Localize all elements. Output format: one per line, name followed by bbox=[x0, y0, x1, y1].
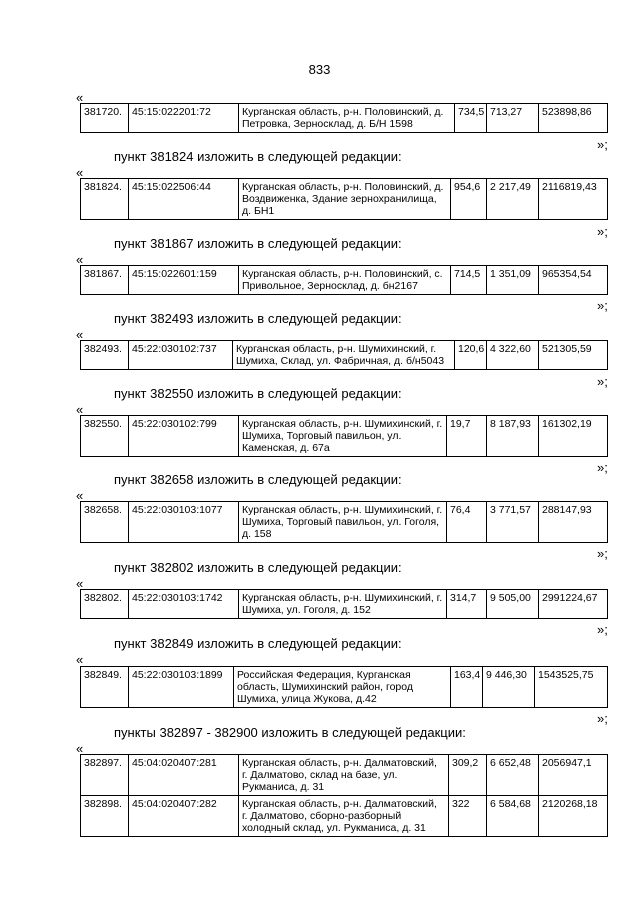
area: 714,5 bbox=[451, 266, 487, 295]
open-quote: « bbox=[76, 402, 84, 417]
instruction-text: пункт 381824 изложить в следующей редакции: bbox=[114, 149, 402, 164]
rate: 9 505,00 bbox=[487, 590, 539, 619]
address: Курганская область, р-н. Шумихинский, г. Шумиха, Склад, ул. Фабричная, д. б/н5043 bbox=[233, 341, 455, 370]
close-quote: »; bbox=[597, 460, 608, 475]
cadastral-value: 161302,19 bbox=[539, 416, 608, 457]
table-row bbox=[81, 796, 608, 837]
address: Курганская область, р-н. Половинский, д. Петровка, Зерносклад, д. Б/Н 1598 bbox=[239, 104, 455, 133]
address: Курганская область, р-н. Половинский, с. Привольное, Зерносклад, д. бн2167 bbox=[239, 266, 451, 295]
cadastral-number: 45:22:030103:1742 bbox=[129, 590, 239, 619]
instruction-text: пункт 382658 изложить в следующей редакции: bbox=[114, 472, 402, 487]
rate: 9 446,30 bbox=[483, 667, 535, 708]
cadastral-number: 45:04:020407:281 bbox=[129, 755, 239, 796]
property-table bbox=[80, 103, 608, 133]
row-number: 382550. bbox=[81, 416, 129, 457]
address: Курганская область, р-н. Шумихинский, г. Шумиха, ул. Гоголя, д. 152 bbox=[239, 590, 447, 619]
row-number: 382898. bbox=[81, 796, 129, 837]
instruction-text: пункт 381867 изложить в следующей редакции: bbox=[114, 236, 402, 251]
rate: 8 187,93 bbox=[487, 416, 539, 457]
property-table bbox=[80, 265, 608, 295]
table-row bbox=[81, 590, 608, 619]
address: Российская Федерация, Курганская область, Шумихинский район, город Шумиха, улица Жукова, д.42 bbox=[234, 667, 451, 708]
instruction-text: пункт 382493 изложить в следующей редакции: bbox=[114, 311, 402, 326]
property-table bbox=[80, 178, 608, 220]
address: Курганская область, р-н. Далматовский, г. Далматово, сборно-разборный холодный склад, ул. Рукманиса, д. 31 bbox=[239, 796, 449, 837]
close-quote: »; bbox=[597, 298, 608, 313]
property-table bbox=[80, 589, 608, 619]
row-number: 382802. bbox=[81, 590, 129, 619]
cadastral-value: 2116819,43 bbox=[539, 179, 608, 220]
property-table bbox=[80, 666, 608, 708]
area: 322 bbox=[449, 796, 487, 837]
area: 76,4 bbox=[447, 502, 487, 543]
table-row bbox=[81, 266, 608, 295]
cadastral-value: 288147,93 bbox=[539, 502, 608, 543]
open-quote: « bbox=[76, 741, 84, 756]
rate: 713,27 bbox=[487, 104, 539, 133]
instruction-text: пункт 382849 изложить в следующей редакции: bbox=[114, 636, 402, 651]
row-number: 382897. bbox=[81, 755, 129, 796]
property-table bbox=[80, 340, 608, 370]
cadastral-number: 45:15:022506:44 bbox=[129, 179, 239, 220]
rate: 3 771,57 bbox=[487, 502, 539, 543]
cadastral-number: 45:22:030103:1077 bbox=[129, 502, 239, 543]
open-quote: « bbox=[76, 90, 84, 105]
open-quote: « bbox=[76, 488, 84, 503]
close-quote: »; bbox=[597, 137, 608, 152]
rate: 1 351,09 bbox=[487, 266, 539, 295]
table-row bbox=[81, 667, 608, 708]
property-table bbox=[80, 754, 608, 837]
open-quote: « bbox=[76, 652, 84, 667]
address: Курганская область, р-н. Шумихинский, г. Шумиха, Торговый павильон, ул. Гоголя, д. 158 bbox=[239, 502, 447, 543]
cadastral-number: 45:04:020407:282 bbox=[129, 796, 239, 837]
cadastral-value: 2056947,1 bbox=[539, 755, 608, 796]
area: 163,4 bbox=[451, 667, 483, 708]
close-quote: »; bbox=[597, 546, 608, 561]
area: 314,7 bbox=[447, 590, 487, 619]
close-quote: »; bbox=[597, 374, 608, 389]
instruction-text: пункт 382802 изложить в следующей редакции: bbox=[114, 560, 402, 575]
row-number: 382849. bbox=[81, 667, 129, 708]
cadastral-value: 1543525,75 bbox=[535, 667, 608, 708]
cadastral-number: 45:15:022201:72 bbox=[129, 104, 239, 133]
cadastral-number: 45:22:030103:1899 bbox=[129, 667, 234, 708]
area: 734,5 bbox=[455, 104, 487, 133]
close-quote: »; bbox=[597, 711, 608, 726]
table-row bbox=[81, 502, 608, 543]
page-number: 833 bbox=[308, 62, 331, 77]
open-quote: « bbox=[76, 327, 84, 342]
rate: 4 322,60 bbox=[487, 341, 539, 370]
table-row bbox=[81, 179, 608, 220]
rate: 6 584,68 bbox=[487, 796, 539, 837]
close-quote: »; bbox=[597, 622, 608, 637]
row-number: 382493. bbox=[81, 341, 129, 370]
area: 954,6 bbox=[451, 179, 487, 220]
cadastral-value: 2120268,18 bbox=[539, 796, 608, 837]
row-number: 381720. bbox=[81, 104, 129, 133]
row-number: 381867. bbox=[81, 266, 129, 295]
row-number: 381824. bbox=[81, 179, 129, 220]
area: 120,6 bbox=[455, 341, 487, 370]
rate: 2 217,49 bbox=[487, 179, 539, 220]
close-quote: »; bbox=[597, 224, 608, 239]
address: Курганская область, р-н. Шумихинский, г. Шумиха, Торговый павильон, ул. Каменская, д. 67а bbox=[239, 416, 447, 457]
area: 309,2 bbox=[449, 755, 487, 796]
cadastral-number: 45:22:030102:737 bbox=[129, 341, 233, 370]
cadastral-number: 45:15:022601:159 bbox=[129, 266, 239, 295]
cadastral-number: 45:22:030102:799 bbox=[129, 416, 239, 457]
cadastral-value: 2991224,67 bbox=[539, 590, 608, 619]
property-table bbox=[80, 501, 608, 543]
instruction-text: пункт 382550 изложить в следующей редакции: bbox=[114, 386, 402, 401]
cadastral-value: 521305,59 bbox=[539, 341, 608, 370]
open-quote: « bbox=[76, 576, 84, 591]
table-row bbox=[81, 416, 608, 457]
cadastral-value: 523898,86 bbox=[539, 104, 608, 133]
address: Курганская область, р-н. Половинский, д. Воздвиженка, Здание зернохранилища, д. БН1 bbox=[239, 179, 451, 220]
table-row bbox=[81, 755, 608, 796]
rate: 6 652,48 bbox=[487, 755, 539, 796]
area: 19,7 bbox=[447, 416, 487, 457]
open-quote: « bbox=[76, 165, 84, 180]
open-quote: « bbox=[76, 252, 84, 267]
cadastral-value: 965354,54 bbox=[539, 266, 608, 295]
instruction-text: пункты 382897 - 382900 изложить в следующей редакции: bbox=[114, 725, 466, 740]
address: Курганская область, р-н. Далматовский, г. Далматово, склад на базе, ул. Рукманиса, д. 31 bbox=[239, 755, 449, 796]
table-row bbox=[81, 341, 608, 370]
property-table bbox=[80, 415, 608, 457]
table-row bbox=[81, 104, 608, 133]
row-number: 382658. bbox=[81, 502, 129, 543]
